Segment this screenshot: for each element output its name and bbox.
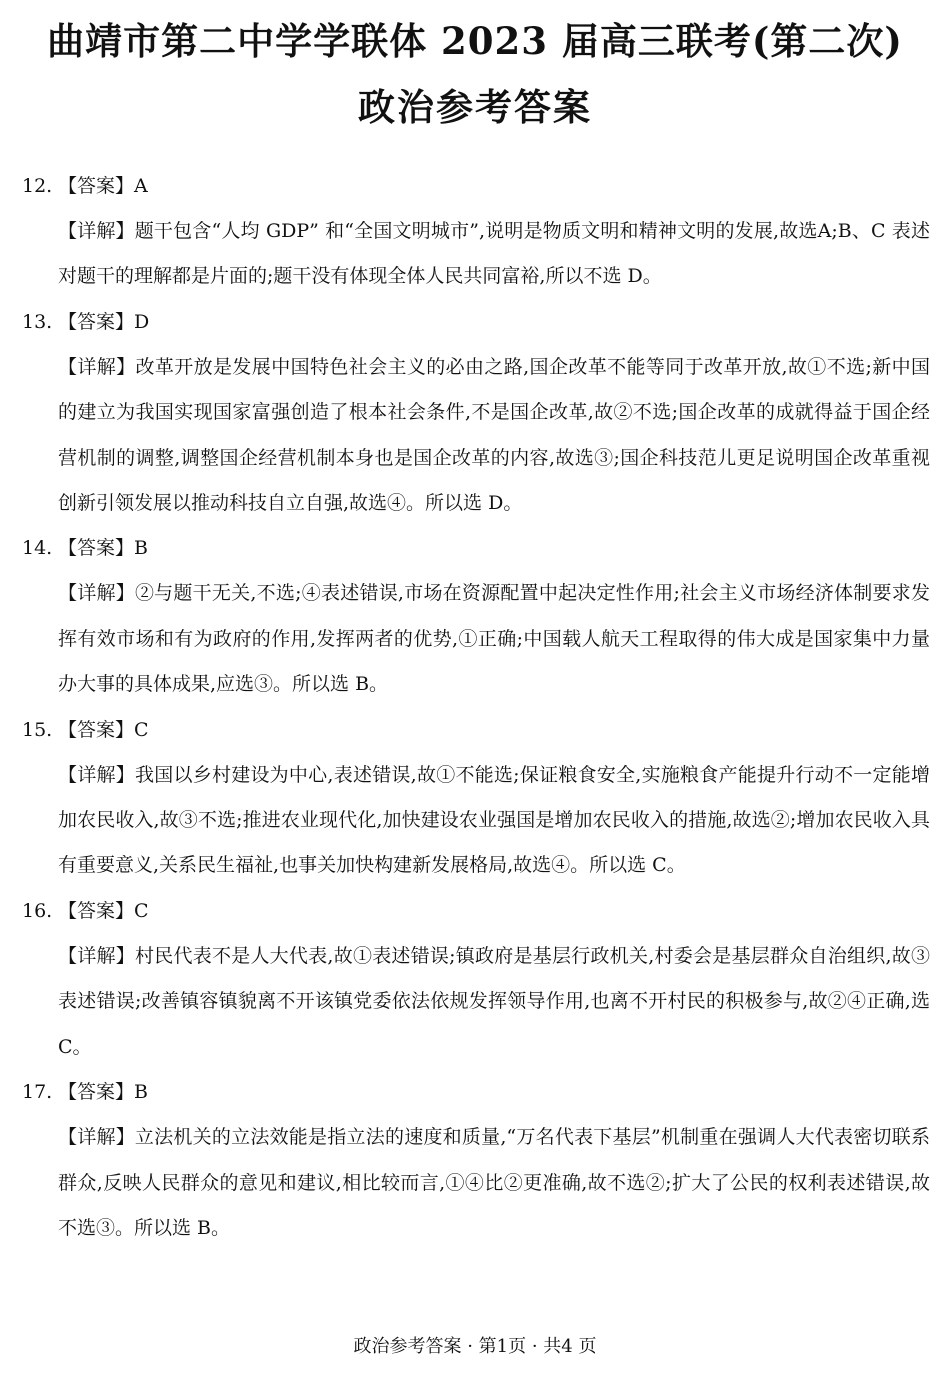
answer-line bbox=[22, 708, 930, 753]
answer-line bbox=[22, 164, 930, 209]
answer-text: 【答案】C bbox=[58, 718, 149, 741]
explanation-text: 【详解】村民代表不是人大代表,故①表述错误;镇政府是基层行政机关,村委会是基层群众自治组织,故③表述错误;改善镇容镇貌离不开该镇党委依法依规发挥领导作用,也离不开村民的积极参与,故②④正确,选 C。 bbox=[58, 944, 930, 1058]
question-17 bbox=[22, 1070, 930, 1251]
question-number: 15. bbox=[22, 718, 53, 741]
answer-line bbox=[22, 300, 930, 345]
question-number: 17. bbox=[22, 1081, 53, 1104]
question-14 bbox=[22, 526, 930, 707]
explanation-text: 【详解】改革开放是发展中国特色社会主义的必由之路,国企改革不能等同于改革开放,故①不选;新中国的建立为我国实现国家富强创造了根本社会条件,不是国企改革,故②不选;国企改革的成就得益于国企经营机制的调整,调整国企经营机制本身也是国企改革的内容,故选③;国企科技范儿更足说明国企改革重视创新引领发展以推动科技自立自强,故选④。所以选 D。 bbox=[58, 355, 930, 515]
explanation-text: 【详解】立法机关的立法效能是指立法的速度和质量,“万名代表下基层”机制重在强调人大代表密切联系群众,反映人民群众的意见和建议,相比较而言,①④比②更准确,故不选②;扩大了公民的权利表述错误,故不选③。所以选 B。 bbox=[58, 1126, 930, 1239]
answer-text: 【答案】B bbox=[58, 1081, 148, 1104]
question-number: 12. bbox=[22, 175, 53, 197]
answer-line bbox=[22, 526, 930, 571]
answer-list bbox=[22, 164, 930, 1251]
answer-line bbox=[22, 889, 930, 934]
question-12 bbox=[22, 164, 930, 300]
explanation-text: 【详解】我国以乡村建设为中心,表述错误,故①不能选;保证粮食安全,实施粮食产能提升行动不一定能增加农民收入,故③不选;推进农业现代化,加快建设农业强国是增加农民收入的措施,故选②;增加农民收入具有重要意义,关系民生福祉,也事关加快构建新发展格局,故选④。所以选 C。 bbox=[58, 763, 930, 877]
document-title: 曲靖市第二中学学联体 2023 届高三联考(第二次) bbox=[47, 19, 903, 63]
answer-text: 【答案】A bbox=[58, 175, 148, 197]
question-16 bbox=[22, 889, 930, 1070]
page-footer: 政治参考答案 · 第1页 · 共4 页 bbox=[353, 1336, 597, 1357]
question-number: 14. bbox=[22, 537, 53, 560]
answer-text: 【答案】B bbox=[58, 537, 148, 560]
question-number: 13. bbox=[22, 310, 53, 333]
answer-line bbox=[22, 1070, 930, 1115]
answer-text: 【答案】C bbox=[58, 899, 149, 922]
document-subtitle: 政治参考答案 bbox=[358, 85, 592, 129]
answer-text: 【答案】D bbox=[58, 310, 150, 333]
explanation-text: 【详解】②与题干无关,不选;④表述错误,市场在资源配置中起决定性作用;社会主义市场经济体制要求发挥有效市场和有为政府的作用,发挥两者的优势,①正确;中国载人航天工程取得的伟大成是国家集中力量办大事的具体成果,应选③。所以选 B。 bbox=[58, 582, 930, 696]
explanation-text: 【详解】题干包含“人均 GDP” 和“全国文明城市”,说明是物质文明和精神文明的发展,故选A;B、C 表述对题干的理解都是片面的;题干没有体现全体人民共同富裕,所以不选 D。 bbox=[58, 220, 930, 288]
question-15 bbox=[22, 708, 930, 889]
question-number: 16. bbox=[22, 899, 53, 922]
question-13 bbox=[22, 300, 930, 527]
